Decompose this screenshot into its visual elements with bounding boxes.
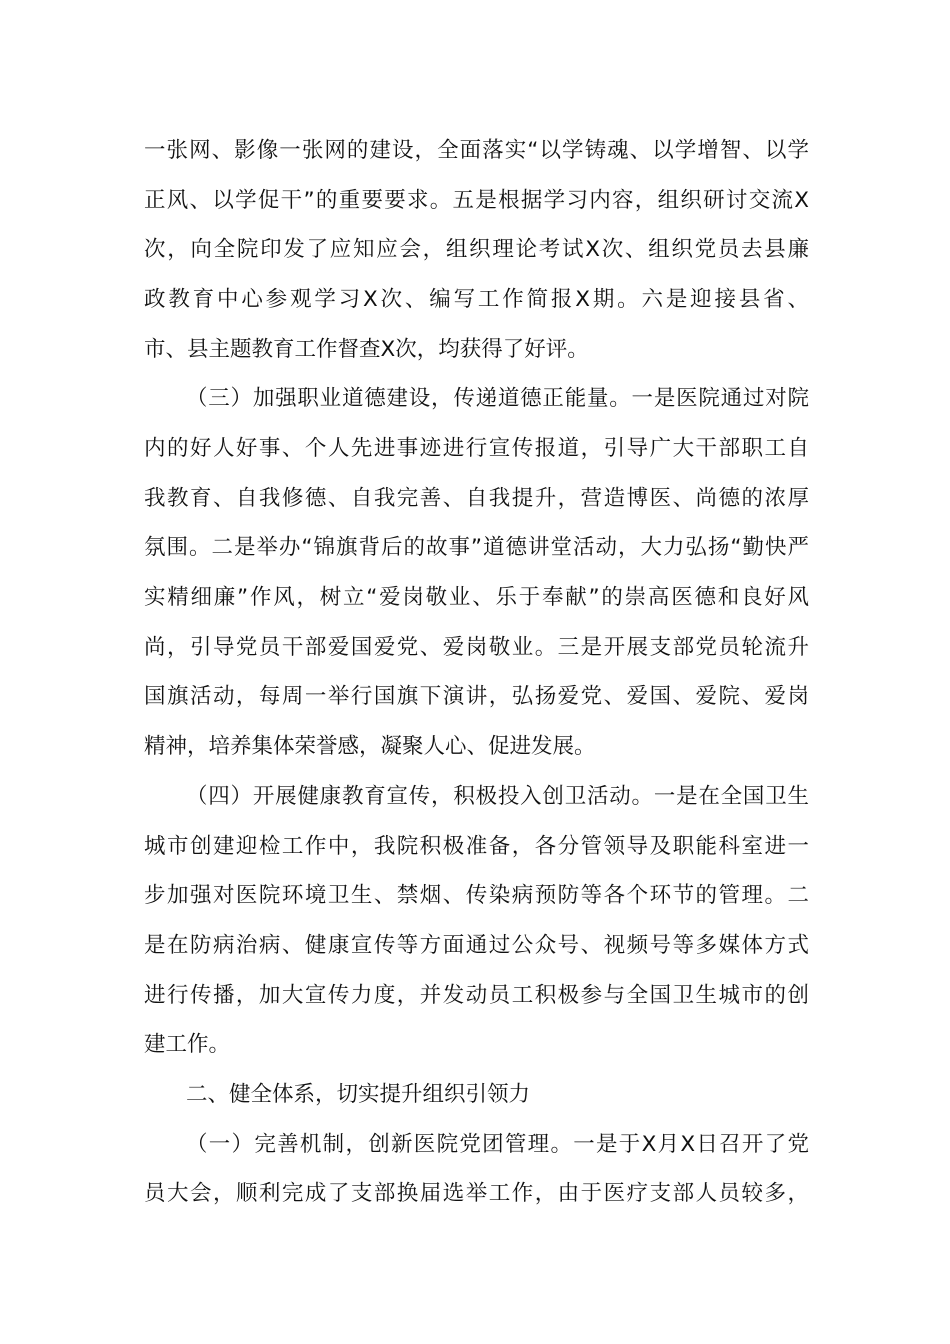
text-line: 实精细廉”作风，树立“爱岗敬业、乐于奉献”的崇高医德和良好风 <box>144 585 809 610</box>
text-line: 步加强对医院环境卫生、禁烟、传染病预防等各个环节的管理。二 <box>144 883 809 908</box>
text-line: 正风、以学促干”的重要要求。五是根据学习内容，组织研讨交流X <box>144 188 809 213</box>
text-line: 一张网、影像一张网的建设，全面落实“以学铸魂、以学增智、以学 <box>144 138 809 163</box>
text-line: 我教育、自我修德、自我完善、自我提升，营造博医、尚德的浓厚 <box>144 486 809 511</box>
text-line: 氛围。二是举办“锦旗背后的故事”道德讲堂活动，大力弘扬“勤快严 <box>144 535 809 560</box>
text-line: 次，向全院印发了应知应会，组织理论考试X次、组织党员去县廉 <box>144 237 809 262</box>
text-line: 尚，引导党员干部爱国爱党、爱岗敬业。三是开展支部党员轮流升 <box>144 635 809 660</box>
text-line: 内的好人好事、个人先进事迹进行宣传报道，引导广大干部职工自 <box>144 436 809 461</box>
text-line: 是在防病治病、健康宣传等方面通过公众号、视频号等多媒体方式 <box>144 933 809 958</box>
text-line: 市、县主题教育工作督查X次，均获得了好评。 <box>144 337 589 362</box>
text-line: 国旗活动，每周一举行国旗下演讲，弘扬爱党、爱国、爱院、爱岗 <box>144 684 809 709</box>
text-line: 建工作。 <box>144 1032 231 1057</box>
text-line: 进行传播，加大宣传力度，并发动员工积极参与全国卫生城市的创 <box>144 983 809 1008</box>
text-line: 精神，培养集体荣誉感，凝聚人心、促进发展。 <box>144 734 596 759</box>
section-heading-one: （一）完善机制，创新医院党团管理。一是于X月X日召开了党 <box>186 1132 809 1157</box>
section-heading-four: （四）开展健康教育宣传，积极投入创卫活动。一是在全国卫生 <box>186 784 809 809</box>
text-line: 员大会，顺利完成了支部换届选举工作，由于医疗支部人员较多， <box>144 1181 809 1206</box>
text-line: 政教育中心参观学习X次、编写工作简报X期。六是迎接县省、 <box>144 287 809 312</box>
text-line: 城市创建迎检工作中，我院积极准备，各分管领导及职能科室进一 <box>144 834 809 859</box>
chapter-heading: 二、健全体系，切实提升组织引领力 <box>186 1082 531 1107</box>
section-heading-three: （三）加强职业道德建设，传递道德正能量。一是医院通过对院 <box>186 386 809 411</box>
